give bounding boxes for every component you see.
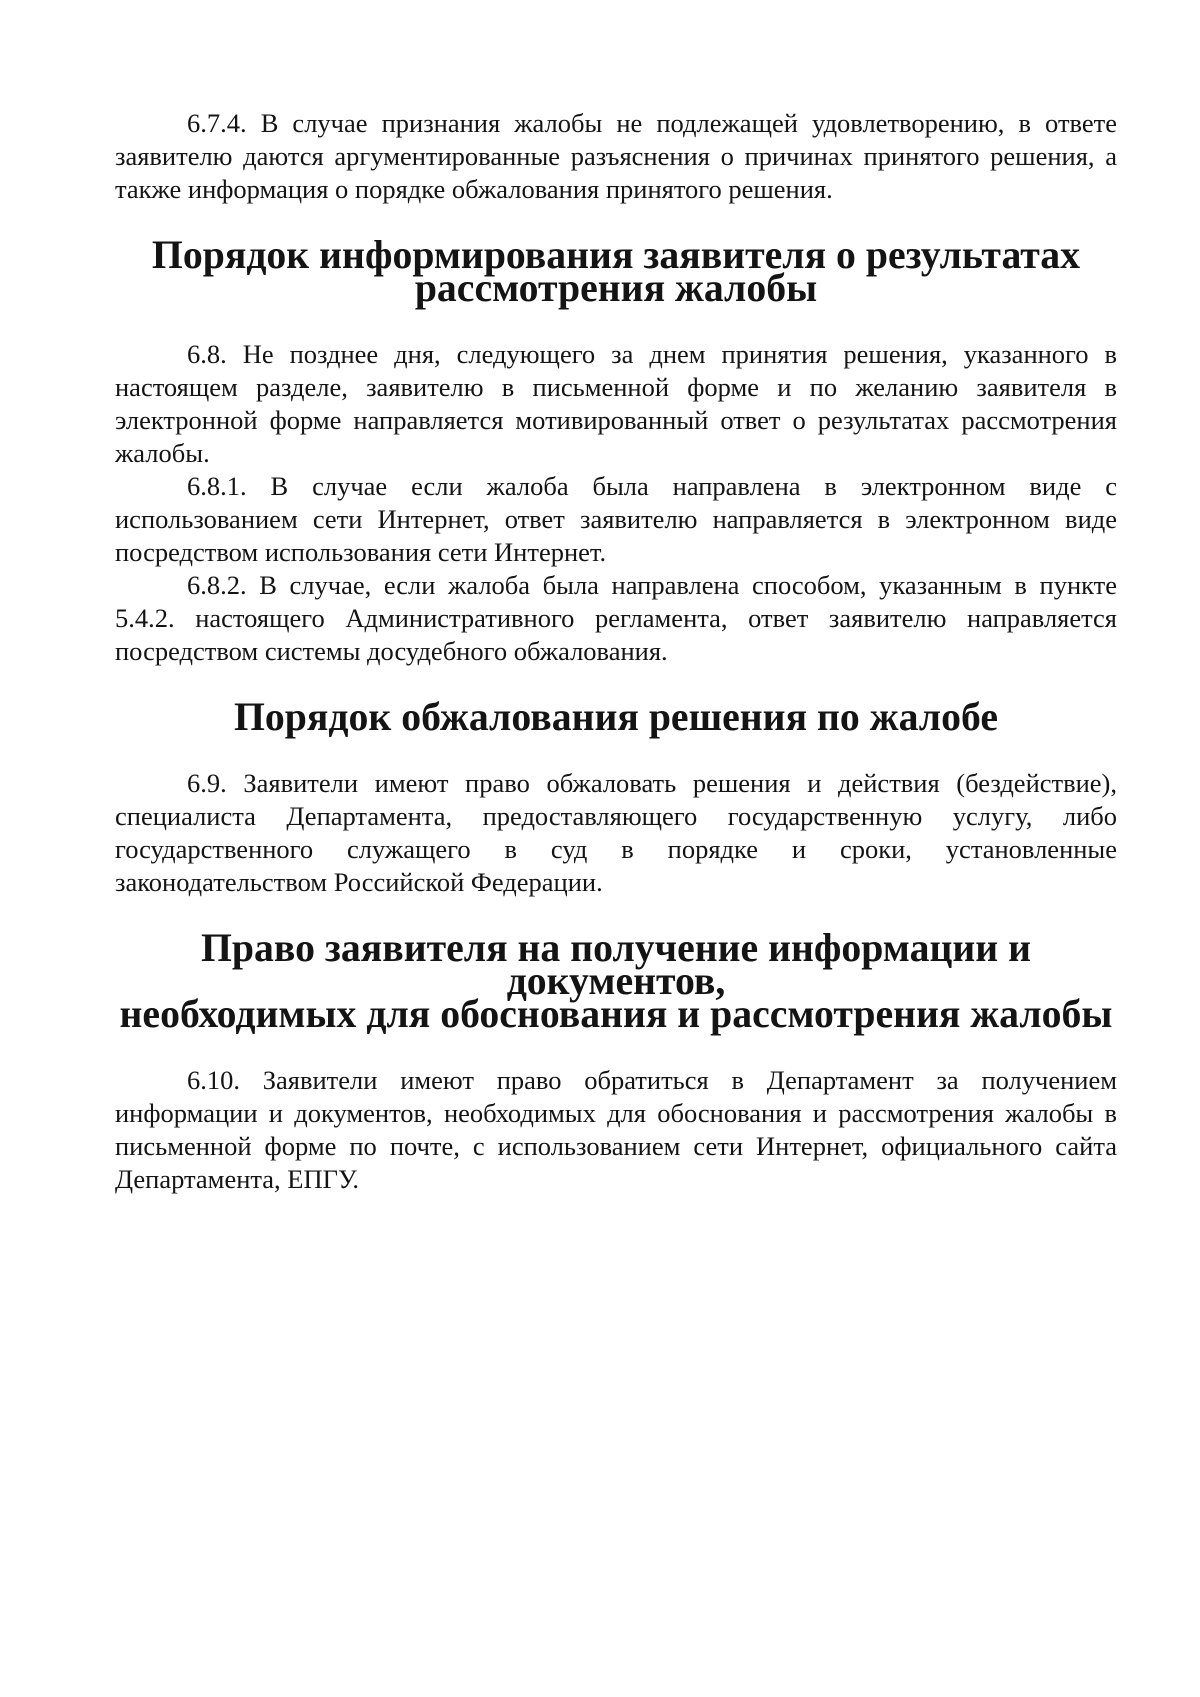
heading-right-line-1: Право заявителя на получение информации и документов, [200, 926, 1032, 1003]
paragraph-6-10: 6.10. Заявители имеют право обратиться в Департамент за получением информации и документов, необходимых для обоснования и рассмотрения жалобы в письменной форме по почте, с использованием сети Интернет, официального сайта Департамента, ЕПГУ. [115, 1065, 1117, 1194]
paragraph-6-8: 6.8. Не позднее дня, следующего за днем принятия решения, указанного в настоящем разделе, заявителю в письменной форме и по желанию заявителя в электронной форме направляется мотивированный ответ о результатах рассмотрения жалобы. [115, 339, 1117, 468]
paragraph-6-8-1: 6.8.1. В случае если жалоба была направлена в электронном виде с использованием сети Интернет, ответ заявителю направляется в электронном виде посредством использования сети Интернет. [115, 471, 1117, 567]
paragraph-6-8-2: 6.8.2. В случае, если жалоба была направлена способом, указанным в пункте 5.4.2. настоящего Административного регламента, ответ заявителю направляется посредством системы досудебного обжалования. [115, 570, 1117, 666]
heading-right-line-2: необходимых для обоснования и рассмотрения жалобы [119, 992, 1113, 1036]
heading-right-to-information [115, 926, 1117, 1036]
heading-appeal-procedure [115, 695, 1117, 739]
heading-informing-procedure [115, 233, 1117, 310]
paragraph-6-7-4: 6.7.4. В случае признания жалобы не подлежащей удовлетворению, в ответе заявителю даются аргументированные разъяснения о причинах принятого решения, а также информация о порядке обжалования принятого решения. [115, 108, 1117, 204]
heading-informing-text: Порядок информирования заявителя о результатах рассмотрения жалобы [151, 233, 1081, 310]
heading-appeal-text: Порядок обжалования решения по жалобе [234, 695, 998, 739]
paragraph-6-9: 6.9. Заявители имеют право обжаловать решения и действия (бездействие), специалиста Департамента, предоставляющего государственную услугу, либо государственного служащего в суд в порядке и сроки, установленные законодательством Российской Федерации. [115, 768, 1117, 897]
